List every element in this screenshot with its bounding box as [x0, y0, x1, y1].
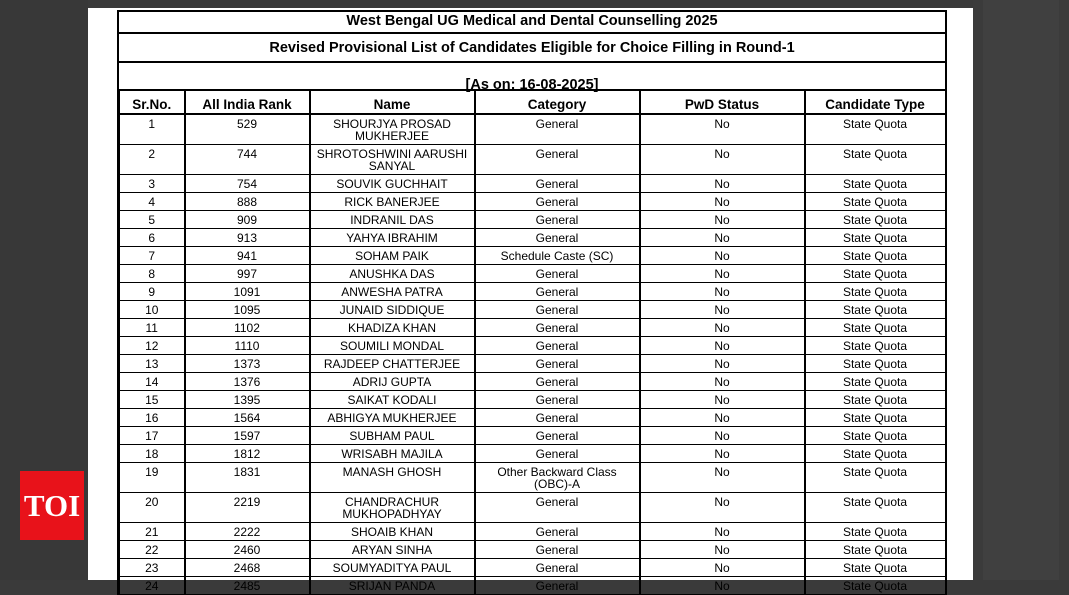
cell-all-india-rank: 909 — [185, 211, 310, 229]
cell-name: SHOURJYA PROSAD MUKHERJEE — [310, 114, 475, 145]
cell-category: General — [475, 445, 640, 463]
cell-category: General — [475, 319, 640, 337]
cell-name: JUNAID SIDDIQUE — [310, 301, 475, 319]
cell-all-india-rank: 1812 — [185, 445, 310, 463]
cell-candidate-type: State Quota — [805, 114, 946, 145]
cell-name: YAHYA IBRAHIM — [310, 229, 475, 247]
cell-category: Schedule Caste (SC) — [475, 247, 640, 265]
cell-sr-no: 11 — [120, 319, 185, 337]
cell-candidate-type: State Quota — [805, 145, 946, 175]
cell-category: General — [475, 265, 640, 283]
cell-candidate-type: State Quota — [805, 211, 946, 229]
cell-all-india-rank: 1564 — [185, 409, 310, 427]
counselling-list — [117, 10, 947, 595]
cell-pwd-status: No — [640, 319, 805, 337]
cell-sr-no: 24 — [120, 577, 185, 595]
cell-all-india-rank: 1091 — [185, 283, 310, 301]
cell-sr-no: 5 — [120, 211, 185, 229]
table-row — [120, 391, 946, 409]
cell-sr-no: 18 — [120, 445, 185, 463]
table-row — [120, 463, 946, 493]
cell-pwd-status: No — [640, 409, 805, 427]
cell-category: General — [475, 373, 640, 391]
cell-name: ARYAN SINHA — [310, 541, 475, 559]
table-row — [120, 541, 946, 559]
candidates-table — [119, 89, 947, 595]
header-name: Name — [310, 90, 475, 114]
cell-name: CHANDRACHUR MUKHOPADHYAY — [310, 493, 475, 523]
cell-name: ANWESHA PATRA — [310, 283, 475, 301]
cell-candidate-type: State Quota — [805, 445, 946, 463]
table-row — [120, 427, 946, 445]
cell-pwd-status: No — [640, 355, 805, 373]
cell-candidate-type: State Quota — [805, 229, 946, 247]
cell-pwd-status: No — [640, 145, 805, 175]
cell-name: SHOAIB KHAN — [310, 523, 475, 541]
cell-all-india-rank: 1395 — [185, 391, 310, 409]
cell-all-india-rank: 1597 — [185, 427, 310, 445]
cell-candidate-type: State Quota — [805, 493, 946, 523]
cell-category: General — [475, 355, 640, 373]
cell-category: General — [475, 229, 640, 247]
cell-name: RAJDEEP CHATTERJEE — [310, 355, 475, 373]
cell-all-india-rank: 2485 — [185, 577, 310, 595]
cell-all-india-rank: 744 — [185, 145, 310, 175]
table-row — [120, 337, 946, 355]
cell-sr-no: 10 — [120, 301, 185, 319]
cell-candidate-type: State Quota — [805, 247, 946, 265]
cell-category: General — [475, 577, 640, 595]
cell-pwd-status: No — [640, 541, 805, 559]
cell-category: General — [475, 114, 640, 145]
cell-sr-no: 9 — [120, 283, 185, 301]
table-row — [120, 409, 946, 427]
cell-category: General — [475, 175, 640, 193]
cell-sr-no: 17 — [120, 427, 185, 445]
cell-candidate-type: State Quota — [805, 463, 946, 493]
cell-sr-no: 14 — [120, 373, 185, 391]
cell-sr-no: 19 — [120, 463, 185, 493]
table-row — [120, 265, 946, 283]
toi-logo: TOI — [20, 471, 84, 540]
cell-name: SOUVIK GUCHHAIT — [310, 175, 475, 193]
table-row — [120, 229, 946, 247]
cell-category: General — [475, 145, 640, 175]
table-row — [120, 559, 946, 577]
cell-category: General — [475, 283, 640, 301]
cell-sr-no: 2 — [120, 145, 185, 175]
cell-sr-no: 4 — [120, 193, 185, 211]
header-sr-no: Sr.No. — [120, 90, 185, 114]
table-row — [120, 175, 946, 193]
cell-sr-no: 22 — [120, 541, 185, 559]
cell-name: SOHAM PAIK — [310, 247, 475, 265]
table-row — [120, 247, 946, 265]
cell-pwd-status: No — [640, 211, 805, 229]
document-page — [88, 8, 973, 593]
cell-candidate-type: State Quota — [805, 391, 946, 409]
header-pwd-status: PwD Status — [640, 90, 805, 114]
table-row — [120, 145, 946, 175]
cell-candidate-type: State Quota — [805, 175, 946, 193]
cell-all-india-rank: 1095 — [185, 301, 310, 319]
cell-all-india-rank: 2468 — [185, 559, 310, 577]
cell-pwd-status: No — [640, 175, 805, 193]
cell-category: General — [475, 523, 640, 541]
cell-candidate-type: State Quota — [805, 319, 946, 337]
cell-candidate-type: State Quota — [805, 301, 946, 319]
cell-all-india-rank: 2222 — [185, 523, 310, 541]
table-row — [120, 301, 946, 319]
cell-all-india-rank: 1102 — [185, 319, 310, 337]
cell-category: General — [475, 193, 640, 211]
cell-all-india-rank: 529 — [185, 114, 310, 145]
cell-sr-no: 1 — [120, 114, 185, 145]
cell-category: General — [475, 559, 640, 577]
cell-sr-no: 6 — [120, 229, 185, 247]
table-header-row — [120, 90, 946, 114]
cell-pwd-status: No — [640, 577, 805, 595]
cell-all-india-rank: 913 — [185, 229, 310, 247]
cell-sr-no: 23 — [120, 559, 185, 577]
table-row — [120, 373, 946, 391]
cell-name: SRIJAN PANDA — [310, 577, 475, 595]
cell-sr-no: 12 — [120, 337, 185, 355]
table-row — [120, 193, 946, 211]
header-candidate-type: Candidate Type — [805, 90, 946, 114]
cell-all-india-rank: 1831 — [185, 463, 310, 493]
cell-candidate-type: State Quota — [805, 523, 946, 541]
table-row — [120, 577, 946, 595]
cell-category: General — [475, 301, 640, 319]
cell-name: SOUMILI MONDAL — [310, 337, 475, 355]
as-on-date: [As on: 16-08-2025] — [465, 77, 599, 93]
cell-name: MANASH GHOSH — [310, 463, 475, 493]
cell-candidate-type: State Quota — [805, 193, 946, 211]
cell-all-india-rank: 2460 — [185, 541, 310, 559]
cell-all-india-rank: 1110 — [185, 337, 310, 355]
cell-category: Other Backward Class (OBC)-A — [475, 463, 640, 493]
cell-sr-no: 3 — [120, 175, 185, 193]
cell-category: General — [475, 211, 640, 229]
cell-name: SOUMYADITYA PAUL — [310, 559, 475, 577]
cell-pwd-status: No — [640, 427, 805, 445]
cell-candidate-type: State Quota — [805, 265, 946, 283]
cell-category: General — [475, 541, 640, 559]
header-all-india-rank: All India Rank — [185, 90, 310, 114]
cell-name: ADRIJ GUPTA — [310, 373, 475, 391]
cell-category: General — [475, 427, 640, 445]
cell-pwd-status: No — [640, 229, 805, 247]
cell-candidate-type: State Quota — [805, 337, 946, 355]
cell-pwd-status: No — [640, 265, 805, 283]
cell-sr-no: 20 — [120, 493, 185, 523]
cell-pwd-status: No — [640, 301, 805, 319]
cell-category: General — [475, 409, 640, 427]
cell-pwd-status: No — [640, 463, 805, 493]
cell-all-india-rank: 1376 — [185, 373, 310, 391]
cell-name: RICK BANERJEE — [310, 193, 475, 211]
viewer-background-right — [973, 0, 1069, 580]
cell-sr-no: 16 — [120, 409, 185, 427]
table-row — [120, 493, 946, 523]
table-row — [120, 319, 946, 337]
table-row — [120, 523, 946, 541]
cell-sr-no: 13 — [120, 355, 185, 373]
cell-candidate-type: State Quota — [805, 283, 946, 301]
cell-all-india-rank: 2219 — [185, 493, 310, 523]
cell-pwd-status: No — [640, 114, 805, 145]
cell-category: General — [475, 337, 640, 355]
cell-candidate-type: State Quota — [805, 355, 946, 373]
cell-name: WRISABH MAJILA — [310, 445, 475, 463]
cell-pwd-status: No — [640, 559, 805, 577]
cell-candidate-type: State Quota — [805, 559, 946, 577]
cell-category: General — [475, 493, 640, 523]
cell-candidate-type: State Quota — [805, 409, 946, 427]
cell-all-india-rank: 754 — [185, 175, 310, 193]
cell-name: SAIKAT KODALI — [310, 391, 475, 409]
cell-all-india-rank: 941 — [185, 247, 310, 265]
cell-candidate-type: State Quota — [805, 577, 946, 595]
document-title: West Bengal UG Medical and Dental Counselling 2025 — [119, 12, 945, 34]
cell-pwd-status: No — [640, 445, 805, 463]
cell-name: KHADIZA KHAN — [310, 319, 475, 337]
cell-pwd-status: No — [640, 493, 805, 523]
cell-name: SUBHAM PAUL — [310, 427, 475, 445]
cell-sr-no: 15 — [120, 391, 185, 409]
cell-sr-no: 7 — [120, 247, 185, 265]
cell-name: ABHIGYA MUKHERJEE — [310, 409, 475, 427]
cell-candidate-type: State Quota — [805, 541, 946, 559]
header-category: Category — [475, 90, 640, 114]
cell-candidate-type: State Quota — [805, 373, 946, 391]
cell-all-india-rank: 997 — [185, 265, 310, 283]
table-row — [120, 355, 946, 373]
cell-pwd-status: No — [640, 391, 805, 409]
cell-all-india-rank: 1373 — [185, 355, 310, 373]
table-row — [120, 211, 946, 229]
cell-pwd-status: No — [640, 193, 805, 211]
cell-all-india-rank: 888 — [185, 193, 310, 211]
cell-pwd-status: No — [640, 283, 805, 301]
cell-pwd-status: No — [640, 337, 805, 355]
cell-sr-no: 21 — [120, 523, 185, 541]
cell-category: General — [475, 391, 640, 409]
table-row — [120, 114, 946, 145]
table-row — [120, 445, 946, 463]
cell-candidate-type: State Quota — [805, 427, 946, 445]
document-subtitle: Revised Provisional List of Candidates Eligible for Choice Filling in Round-1 — [119, 34, 945, 63]
cell-pwd-status: No — [640, 247, 805, 265]
cell-pwd-status: No — [640, 523, 805, 541]
cell-name: SHROTOSHWINI AARUSHI SANYAL — [310, 145, 475, 175]
cell-name: ANUSHKA DAS — [310, 265, 475, 283]
cell-name: INDRANIL DAS — [310, 211, 475, 229]
table-row — [120, 283, 946, 301]
cell-sr-no: 8 — [120, 265, 185, 283]
cell-pwd-status: No — [640, 373, 805, 391]
